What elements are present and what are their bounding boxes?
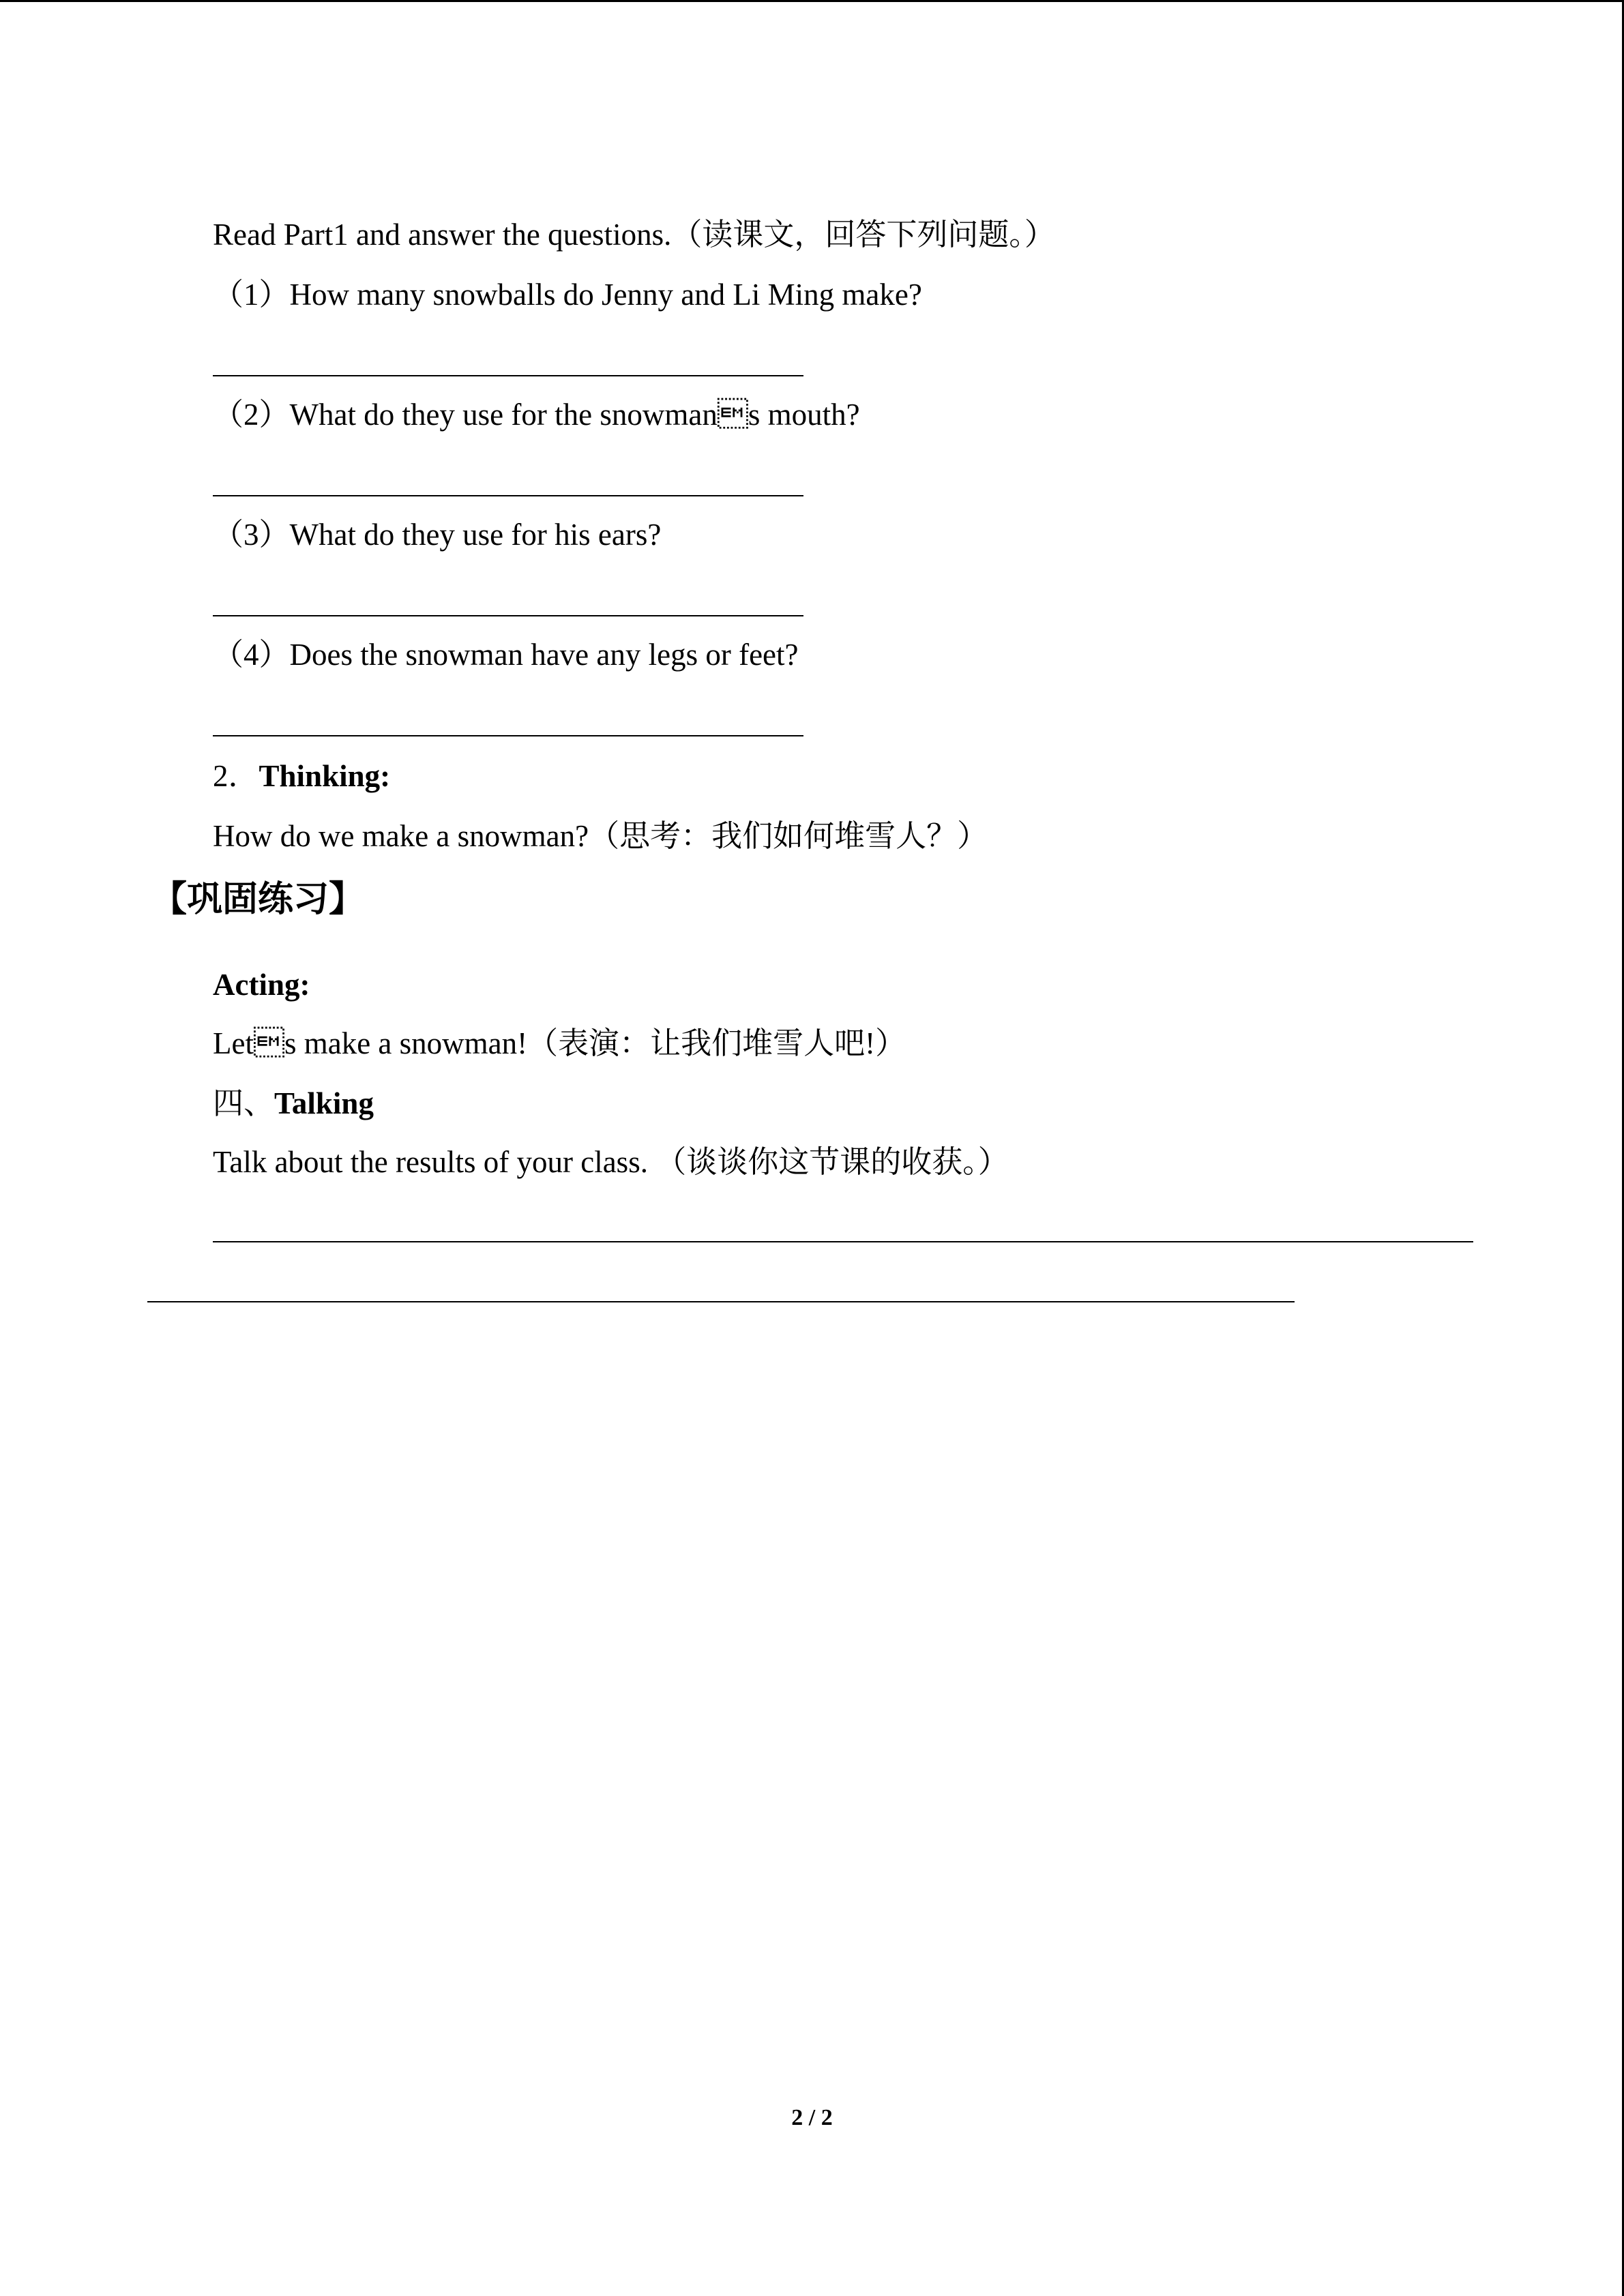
thinking-heading (213, 757, 390, 795)
answer-line-4[interactable] (213, 735, 803, 736)
answer-line-1[interactable] (213, 375, 803, 376)
thinking-prompt: How do we make a snowman?（思考：我们如何堆雪人？） (213, 819, 988, 853)
talking-number: 四、 (213, 1086, 275, 1120)
acting-prompt: Lets make a snowman!（表演：让我们堆雪人吧!） (213, 1026, 906, 1060)
page-number: 2 / 2 (791, 2105, 833, 2130)
acting-title: Acting: (213, 968, 310, 1002)
consolidation-heading: 【巩固练习】 (151, 880, 365, 919)
answer-line-3[interactable] (213, 615, 803, 616)
talking-title: Talking (274, 1086, 374, 1120)
thinking-title: Thinking: (259, 759, 391, 793)
talking-prompt: Talk about the results of your class. （谈谈你这节课的收获。） (213, 1145, 1009, 1179)
answer-line-2[interactable] (213, 495, 803, 496)
question-4: （4）Does the snowman have any legs or feet? (213, 638, 799, 672)
talking-heading (213, 1084, 374, 1122)
thinking-number: 2． (213, 759, 259, 793)
answer-line-6[interactable] (147, 1301, 1295, 1302)
question-3: （3）What do they use for his ears? (213, 518, 662, 552)
answer-line-5[interactable] (213, 1241, 1473, 1242)
question-2: （2）What do they use for the snowmans mouth? (213, 398, 860, 432)
question-1: （1）How many snowballs do Jenny and Li Ming make? (213, 278, 922, 312)
page-border-top (0, 0, 1624, 2)
reading-instruction: Read Part1 and answer the questions.（读课文，回答下列问题。） (213, 218, 1055, 252)
